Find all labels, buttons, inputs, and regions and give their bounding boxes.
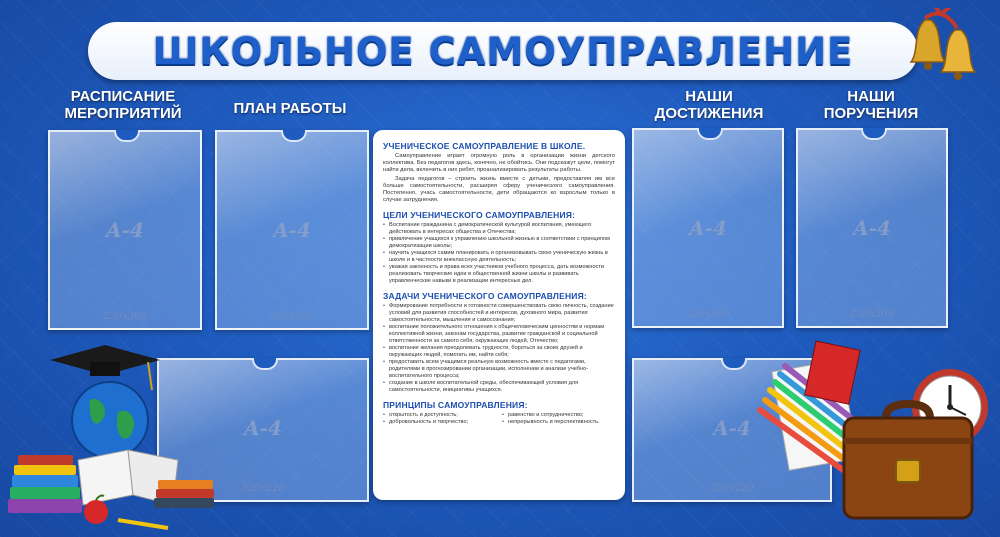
list-item: • открытость и доступность; xyxy=(383,412,496,419)
pocket-notch xyxy=(861,128,887,140)
pocket-notch xyxy=(281,130,307,142)
pocket-notch xyxy=(252,358,278,370)
pocket-format: A-4 xyxy=(689,216,727,241)
list-item: • добровольность и творчество; xyxy=(383,419,496,426)
label-schedule: РАСПИСАНИЕ МЕРОПРИЯТИЙ xyxy=(64,88,182,122)
list-item: • воспитание желания преодолевать трудности, бороться за своих друзей и окружающих людей, помогать им, найти себя; xyxy=(383,345,615,359)
list-item: • непрерывность и перспективность. xyxy=(502,419,615,426)
briefcase-icon xyxy=(838,398,978,528)
intro-paragraph-2: Задача педагогов – строить жизнь вместе с детьми, предоставляя им все больше самостоятельности, расширяя сферу ученического самоуправления. Постепенно, учась самостоятельности, дети обращаются ко взрослым только в случае затруднения. xyxy=(383,175,615,204)
pocket-notch xyxy=(697,128,723,140)
info-panel xyxy=(373,130,625,500)
principles-columns xyxy=(383,412,615,426)
pocket-a4-achievements xyxy=(632,128,784,328)
principles-left xyxy=(383,412,496,426)
list-item: • предоставить всем учащимся реальную возможность вместе с педагогами, родителями в прогнозировании организации, исполнении и анализе учебно-воспитательного процесса; xyxy=(383,359,615,380)
pocket-notch xyxy=(114,130,140,142)
intro-title: УЧЕНИЧЕСКОЕ САМОУПРАВЛЕНИЕ В ШКОЛЕ. xyxy=(383,141,586,151)
list-item: • Формирование потребности и готовности совершенствовать свою личность, создание условий для развития способностей и интересов, духовного мира, развития самостоятельности, мышления и самосознания; xyxy=(383,303,615,324)
pocket-format: A-4 xyxy=(244,416,282,440)
goals-list xyxy=(383,222,615,285)
list-item: • равенство и сотрудничество; xyxy=(502,412,615,419)
pocket-format: A-4 xyxy=(853,216,891,241)
books-icon xyxy=(8,440,218,530)
title-banner xyxy=(88,22,918,80)
list-item: • создание в школе воспитательной среды, обеспечивающей условия для самостоятельности, инициативы учащихся. xyxy=(383,380,615,394)
goals-title: ЦЕЛИ УЧЕНИЧЕСКОГО САМОУПРАВЛЕНИЯ: xyxy=(383,210,576,221)
tasks-title: ЗАДАЧИ УЧЕНИЧЕСКОГО САМОУПРАВЛЕНИЯ: xyxy=(383,291,587,302)
label-assignments: НАШИ ПОРУЧЕНИЯ xyxy=(823,88,919,122)
pocket-a4-assignments xyxy=(796,128,948,328)
principles-right xyxy=(502,412,615,426)
pocket-size: 230x305 xyxy=(270,311,314,322)
list-item: • воспитание положительного отношения к общечеловеческим ценностям и нормам коллективной жизни, законам государства, развитие гражданской и социальной ответственности за самого себя, окружающих людей, Отечество; xyxy=(383,324,615,345)
label-plan: ПЛАН РАБОТЫ xyxy=(233,100,347,117)
pocket-size: 320x220 xyxy=(241,483,285,494)
pocket-format: A-4 xyxy=(273,218,311,243)
pocket-format: A-4 xyxy=(106,218,144,243)
principles-title: ПРИНЦИПЫ САМОУПРАВЛЕНИЯ: xyxy=(383,400,528,411)
pocket-a4-schedule xyxy=(48,130,202,330)
pocket-size: 230x305 xyxy=(686,309,730,320)
pocket-format: A-4 xyxy=(713,416,751,440)
pocket-a4-plan xyxy=(215,130,369,330)
list-item: • научить учащихся самим планировать и организовывать свою ученическую жизнь в школе и в частности внеклассную деятельность; xyxy=(383,250,615,264)
pocket-size: 230x305 xyxy=(850,309,894,320)
list-item: • Воспитание гражданина с демократической культурой воспитания, умеющего действовать в интересах общества и Отечества; xyxy=(383,222,615,236)
bells-icon xyxy=(905,8,985,88)
intro-paragraph-1: Самоуправление играет огромную роль в организации жизни детского коллектива. Без педагогов здесь, конечно, не обойтись. Они подскажут цели, помогут найти дела, включить в них ребят, проанализировать результаты работы. xyxy=(383,153,615,174)
label-achievements: НАШИ ДОСТИЖЕНИЯ xyxy=(654,88,764,122)
list-item: • привлечение учащихся к управлению школьной жизнью в соответствии с принципом демократизации школы; xyxy=(383,236,615,250)
tasks-list xyxy=(383,303,615,394)
pocket-size: 320x220 xyxy=(710,483,754,494)
list-item: • уважая законность и права всех участников учебного процесса, дать возможности реализовать творческие идеи в общественной жизни школы и развивать управленческие навыки в реализации интересных дел. xyxy=(383,264,615,285)
pocket-size: 230x305 xyxy=(103,311,147,322)
page-title: ШКОЛЬНОЕ САМОУПРАВЛЕНИЕ xyxy=(152,29,854,73)
